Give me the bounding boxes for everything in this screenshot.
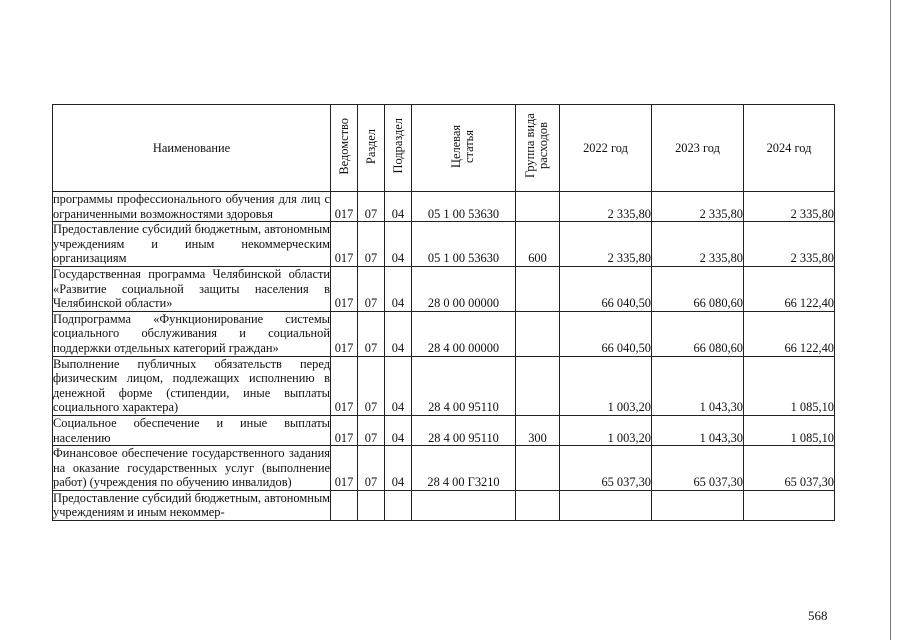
row-name-cell: Предоставление субсидий бюджетным, автономным учреждениям и иным некоммерческим организациям	[53, 222, 330, 266]
row-podrazdel-cell: 04	[385, 266, 412, 311]
row-vedomstvo-cell: 017	[331, 446, 358, 491]
row-2023-value: 66 080,60	[652, 266, 744, 311]
budget-table	[52, 104, 835, 521]
row-2024-value: 66 122,40	[744, 266, 835, 311]
row-razdel-cell: 07	[358, 311, 385, 356]
row-gruppa-cell	[516, 356, 560, 415]
row-name-cell: Финансовое обеспечение государственного задания на оказание государственных услуг (выполнение работ) (учреждения по обучению инвалидов)	[53, 446, 330, 490]
row-gruppa-cell: 300	[516, 415, 560, 445]
row-celevaya-statya-cell: 28 4 00 00000	[412, 311, 516, 356]
header-2023: 2023 год	[652, 105, 744, 192]
row-2023-value	[652, 490, 744, 520]
row-podrazdel-cell: 04	[385, 446, 412, 491]
row-celevaya-statya-cell	[412, 490, 516, 520]
row-2023-value: 66 080,60	[652, 311, 744, 356]
row-podrazdel-cell: 04	[385, 356, 412, 415]
row-podrazdel-cell: 04	[385, 222, 412, 267]
table-row	[53, 356, 835, 415]
row-celevaya-statya-cell: 28 0 00 00000	[412, 266, 516, 311]
row-name-cell: Подпрограмма «Функционирование системы социального обслуживания и социальной поддержки отдельных категорий граждан»	[53, 311, 330, 355]
row-2022-value	[560, 490, 652, 520]
row-2022-value: 2 335,80	[560, 222, 652, 267]
row-2024-value: 1 085,10	[744, 415, 835, 445]
row-2022-value: 66 040,50	[560, 311, 652, 356]
table-row	[53, 311, 835, 356]
row-vedomstvo-cell: 017	[331, 415, 358, 445]
row-2024-value: 2 335,80	[744, 192, 835, 222]
row-razdel-cell	[358, 490, 385, 520]
table-row	[53, 415, 835, 445]
row-razdel-cell: 07	[358, 266, 385, 311]
row-name-cell: программы профессионального обучения для лиц с ограниченными возможностями здоровья	[53, 192, 330, 221]
row-razdel-cell: 07	[358, 192, 385, 222]
row-2022-value: 66 040,50	[560, 266, 652, 311]
row-gruppa-cell	[516, 446, 560, 491]
table-row	[53, 446, 835, 491]
row-vedomstvo-cell	[331, 490, 358, 520]
header-row	[53, 105, 835, 192]
row-celevaya-statya-cell: 05 1 00 53630	[412, 192, 516, 222]
header-2024: 2024 год	[744, 105, 835, 192]
row-gruppa-cell	[516, 192, 560, 222]
header-name: Наименование	[53, 105, 331, 192]
row-celevaya-statya-cell: 05 1 00 53630	[412, 222, 516, 267]
table-row	[53, 222, 835, 267]
row-2024-value: 66 122,40	[744, 311, 835, 356]
row-2022-value: 65 037,30	[560, 446, 652, 491]
row-vedomstvo-cell: 017	[331, 356, 358, 415]
row-2024-value: 1 085,10	[744, 356, 835, 415]
table-row	[53, 192, 835, 222]
row-gruppa-cell: 600	[516, 222, 560, 267]
row-podrazdel-cell: 04	[385, 415, 412, 445]
row-celevaya-statya-cell: 28 4 00 95110	[412, 356, 516, 415]
row-2024-value	[744, 490, 835, 520]
table-row	[53, 266, 835, 311]
header-gruppa-vida-rashodov: Группа вида расходов	[516, 105, 560, 192]
row-gruppa-cell	[516, 266, 560, 311]
row-razdel-cell: 07	[358, 415, 385, 445]
row-podrazdel-cell: 04	[385, 311, 412, 356]
row-2024-value: 65 037,30	[744, 446, 835, 491]
row-2023-value: 1 043,30	[652, 415, 744, 445]
row-2023-value: 65 037,30	[652, 446, 744, 491]
row-2022-value: 1 003,20	[560, 415, 652, 445]
row-razdel-cell: 07	[358, 356, 385, 415]
row-podrazdel-cell	[385, 490, 412, 520]
header-2022: 2022 год	[560, 105, 652, 192]
row-razdel-cell: 07	[358, 446, 385, 491]
row-name-cell: Выполнение публичных обязательств перед физическим лицом, подлежащих исполнению в денежной форме (стипендии, иные выплаты социального характера)	[53, 356, 330, 415]
row-vedomstvo-cell: 017	[331, 311, 358, 356]
header-celevaya-statya: Целевая статья	[412, 105, 516, 192]
row-2023-value: 1 043,30	[652, 356, 744, 415]
row-celevaya-statya-cell: 28 4 00 95110	[412, 415, 516, 445]
row-name-cell: Государственная программа Челябинской области «Развитие социальной защиты населения в Челябинской области»	[53, 266, 330, 311]
row-gruppa-cell	[516, 311, 560, 356]
header-vedomstvo: Ведомство	[331, 105, 358, 192]
row-2023-value: 2 335,80	[652, 192, 744, 222]
row-razdel-cell: 07	[358, 222, 385, 267]
row-vedomstvo-cell: 017	[331, 192, 358, 222]
row-name-cell: Социальное обеспечение и иные выплаты населению	[53, 415, 330, 445]
row-2022-value: 1 003,20	[560, 356, 652, 415]
row-2023-value: 2 335,80	[652, 222, 744, 267]
row-name-cell: Предоставление субсидий бюджетным, автономным учреждениям и иным некоммер-	[53, 490, 330, 520]
table-body	[53, 192, 835, 521]
table-row	[53, 490, 835, 520]
scan-edge-line	[890, 0, 891, 640]
row-2024-value: 2 335,80	[744, 222, 835, 267]
row-vedomstvo-cell: 017	[331, 222, 358, 267]
row-celevaya-statya-cell: 28 4 00 Г3210	[412, 446, 516, 491]
row-2022-value: 2 335,80	[560, 192, 652, 222]
header-podrazdel: Подраздел	[385, 105, 412, 192]
row-gruppa-cell	[516, 490, 560, 520]
row-vedomstvo-cell: 017	[331, 266, 358, 311]
page-number: 568	[808, 608, 828, 623]
row-podrazdel-cell: 04	[385, 192, 412, 222]
header-razdel: Раздел	[358, 105, 385, 192]
